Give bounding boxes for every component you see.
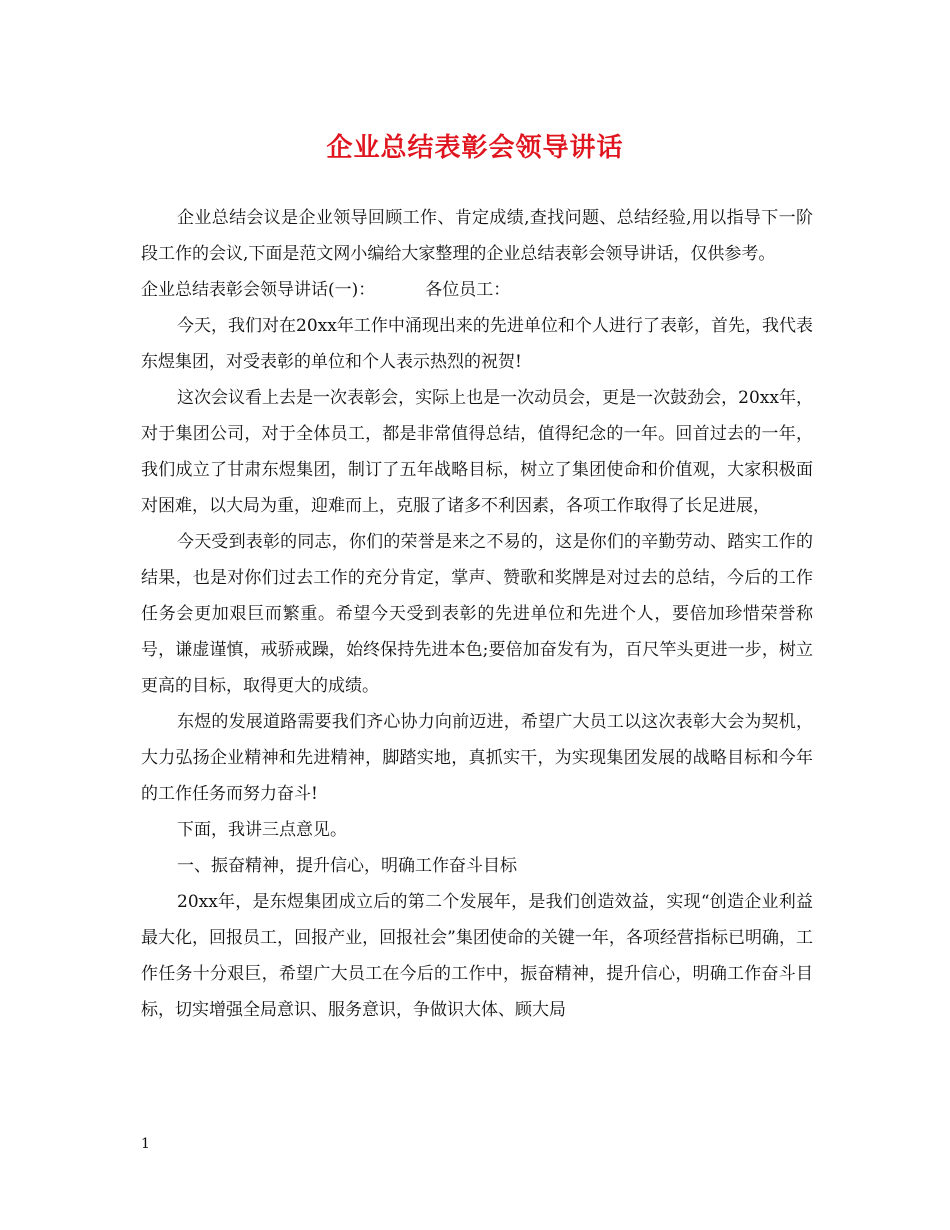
body-paragraph: 这次会议看上去是一次表彰会，实际上也是一次动员会，更是一次鼓劲会，20xx年，对于集团公司，对于全体员工，都是非常值得总结，值得纪念的一年。回首过去的一年，我们成立了甘肃东煜集团，制订了五年战略目标，树立了集团使命和价值观，大家积极面对困难，以大局为重，迎难而上，克服了诸多不利因素，各项工作取得了长足进展， <box>141 388 813 516</box>
point-heading: 一、振奋精神，提升信心，明确工作奋斗目标 <box>177 856 517 876</box>
intro-paragraph: 企业总结会议是企业领导回顾工作、肯定成绩,查找问题、总结经验,用以指导下一阶段工作的会议,下面是范文网小编给大家整理的企业总结表彰会领导讲话，仅供参考。 <box>141 208 813 264</box>
body-paragraph: 东煜的发展道路需要我们齐心协力向前迈进，希望广大员工以这次表彰大会为契机，大力弘扬企业精神和先进精神，脚踏实地，真抓实干，为实现集团发展的战略目标和今年的工作任务而努力奋斗! <box>141 712 813 804</box>
section-heading-line <box>141 272 813 308</box>
page-number: 1 <box>141 1136 150 1152</box>
body-paragraph: 下面，我讲三点意见。 <box>177 820 347 840</box>
document-title: 企业总结表彰会领导讲话 <box>326 133 624 163</box>
body-paragraph: 今天受到表彰的同志，你们的荣誉是来之不易的，这是你们的辛勤劳动、踏实工作的结果，也是对你们过去工作的充分肯定，掌声、赞歌和奖牌是对过去的总结，今后的工作任务会更加艰巨而繁重。希望今天受到表彰的先进单位和先进个人，要倍加珍惜荣誉称号，谦虚谨慎，戒骄戒躁，始终保持先进本色;要倍加奋发有为，百尺竿头更进一步，树立更高的目标，取得更大的成绩。 <box>141 532 813 696</box>
body-paragraph: 20xx年，是东煜集团成立后的第二个发展年，是我们创造效益，实现“创造企业利益最大化，回报员工，回报产业，回报社会”集团使命的关键一年，各项经营指标已明确，工作任务十分艰巨，希望广大员工在今后的工作中，振奋精神，提升信心，明确工作奋斗目标，切实增强全局意识、服务意识，争做识大体、顾大局 <box>141 892 813 1020</box>
salutation: 各位员工： <box>425 280 511 300</box>
document-body <box>141 200 813 1028</box>
section-heading: 企业总结表彰会领导讲话(一)： <box>141 280 376 300</box>
body-paragraph: 今天，我们对在20xx年工作中涌现出来的先进单位和个人进行了表彰，首先，我代表东煜集团，对受表彰的单位和个人表示热烈的祝贺! <box>141 316 813 372</box>
